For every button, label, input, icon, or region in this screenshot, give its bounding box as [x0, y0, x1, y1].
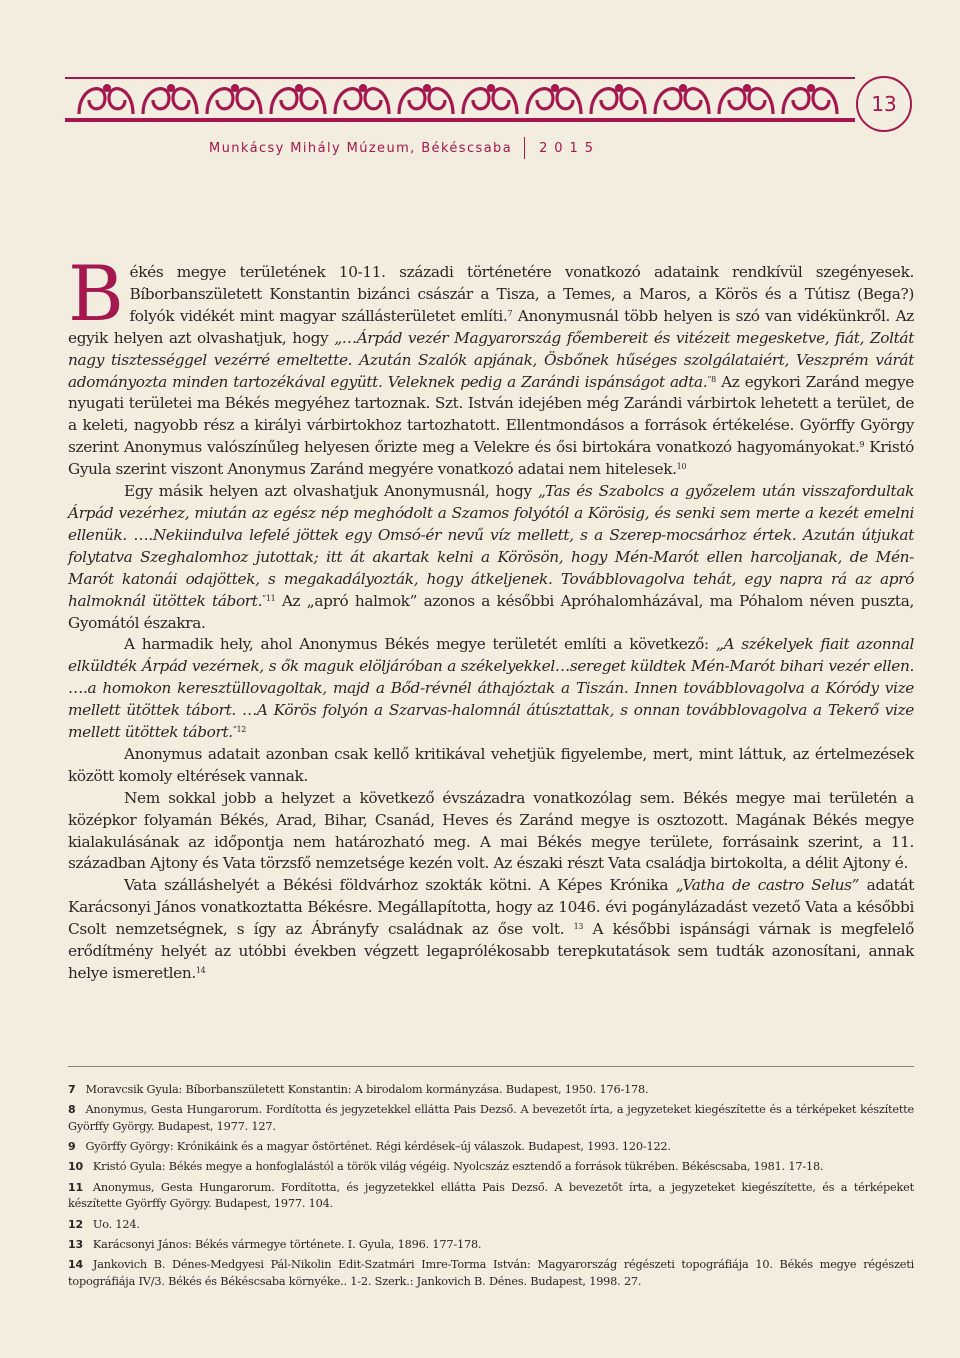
footnote-text: Uo. 124.: [92, 1217, 140, 1231]
text-run: A harmadik hely, ahol Anonymus Békés megye területét említi a következő:: [124, 635, 716, 654]
footnote-number: 12: [68, 1217, 83, 1231]
ornament-dot: [359, 84, 367, 92]
ornament-knot: [591, 89, 645, 114]
text-run: Anonymusnál több helyen is szó van vidékünkről. Az egyik helyen azt olvashatjuk, hogy: [68, 306, 914, 347]
footnote-text: Anonymus, Gesta Hungarorum. Fordította és jegyzetekkel ellátta Pais Dezső. A bevezetőt írta, a jegyzeteket kiegészítette és a térképeket készítette Györffy György. Budapest, 1977. 127.: [68, 1103, 914, 1133]
quotation: „Vatha de castro Selus”: [675, 876, 860, 895]
paragraph: [68, 249, 914, 481]
footnote-text: Anonymus, Gesta Hungarorum. Fordította, és jegyzetekkel ellátta Pais Dezső. A bevezetőt írta, a jegyzeteket kiegészítette, és a térképeket készítette Györffy György. Budapest, 1977. 104.: [68, 1180, 914, 1211]
ornament-dot: [807, 84, 815, 92]
text-run: Az „apró halmok” azonos a későbbi Apróhalomházával, ma Póhalom néven puszta, Gyomától északra.: [68, 591, 914, 632]
footnote: [68, 1082, 914, 1099]
ornament-dot: [551, 84, 559, 92]
article-body: [68, 249, 915, 985]
ornament-dot: [487, 84, 495, 92]
footnote-ref[interactable]: ”12: [232, 725, 247, 735]
ornament-knot: [207, 89, 261, 114]
ornament-dot: [231, 84, 239, 92]
publisher-name: Munkácsy Mihály Múzeum, Békéscsaba: [209, 140, 513, 156]
footnote-ref[interactable]: 9: [859, 440, 865, 450]
ornament-dot: [167, 84, 175, 92]
footnote: [68, 1159, 914, 1176]
footnote-number: 13: [68, 1237, 83, 1251]
footnote-ref[interactable]: 10: [676, 462, 687, 472]
masthead: [209, 137, 594, 159]
footnote-text: Györffy György: Krónikáink és a magyar őstörténet. Régi kérdések–új válaszok. Budapest, 1993. 120-122.: [85, 1140, 671, 1154]
footnote-divider: [68, 1066, 914, 1067]
paragraph: [68, 875, 914, 985]
ornament-knot: [783, 89, 837, 114]
footnote-number: 7: [68, 1083, 76, 1096]
footnote-text: Karácsonyi János: Békés vármegye története. I. Gyula, 1896. 177-178.: [92, 1237, 482, 1251]
paragraph: [68, 634, 914, 744]
footnote-number: 8: [68, 1103, 76, 1117]
decorative-header-ornament: [65, 68, 855, 128]
publication-year: 2 0 1 5: [539, 140, 595, 156]
footnote: [68, 1217, 914, 1234]
drop-cap: B: [68, 249, 124, 338]
ornament-knot: [527, 89, 581, 114]
ornament-dot: [103, 84, 111, 92]
footnote-ref[interactable]: 13: [573, 922, 584, 932]
quotation: „A székelyek fiait azonnal elküldték Árpád vezérnek, s ők maguk elöljáróban a székelyekkel…sereget küldtek Mén-Marót bihari vezér ellen. ….a homokon keresztüllovagoltak, majd a Bőd-révnél áthajóztak a Tiszán. Innen továbblovagolva a Kóródy vize mellett ütöttek tábort. …A Körös folyón a Szarvas-halomnál átúsztattak, s onnan továbblovagolva a Tekerő vize mellett ütöttek tábort.: [68, 635, 915, 742]
footnote-number: 11: [68, 1180, 83, 1194]
ornament-dot: [615, 84, 623, 92]
footnote-text: Kristó Gyula: Békés megye a honfoglalástól a török világ végéig. Nyolcszáz esztendő a források tükrében. Békéscsaba, 1981. 17-18.: [92, 1160, 824, 1174]
text-run: Az egykori Zaránd megye nyugati területei ma Békés megyéhez tartoznak. Szt. István idejében még Zarándi várbirtok lehetett a terület, de a keleti, nagyobb rész a királyi várbirtokhoz tartozhatott. Ellentmondásos a források értékelése. Györffy György szerint Anonymus valószínűleg helyesen őrizte meg a Velekre és ősi birtokára vonatkozó hagyományokat.: [68, 372, 914, 457]
text-run: Kristó Gyula szerint viszont Anonymus Zaránd megyére vonatkozó adatai nem hitelesek.: [68, 438, 914, 479]
footnotes: [68, 1082, 914, 1294]
ornament-knot: [719, 89, 773, 114]
quotation: „Tas és Szabolcs a győzelem után visszafordultak Árpád vezérhez, miután az egész nép meghódolt a Szamos folyótól a Körösig, és senki sem merte a kezét emelni ellenük. ….Nekiindulva lefelé jöttek egy Omsó-ér nevű víz mellett, s a Szerep-mocsárhoz értek. Azután útjukat folytatva Szeghalomhoz jutottak; itt át akartak kelni a Körösön, hogy Mén-Marót ellen harcoljanak, de Mén-Marót katonái odajöttek, s megakadályozták, hogy átkeljenek. Továbblovagolva tehát, egy napra rá az apró halmoknál ütöttek tábort.: [68, 482, 915, 610]
ornament-knot: [335, 89, 389, 114]
footnote-ref[interactable]: ”8: [707, 374, 716, 384]
ornament-dot: [295, 84, 303, 92]
footnote-number: 14: [68, 1257, 83, 1271]
text-run: adatát Karácsonyi János vonatkoztatta Békésre. Megállapította, hogy az 1046. évi pogánylázadást vezető Vata a későbbi Csolt nemzetségnek, s így az Ábrányfy családnak az őse volt.: [68, 876, 915, 939]
masthead-divider: [524, 137, 525, 159]
footnote-text: Jankovich B. Dénes-Medgyesi Pál-Nikolin Edit-Szatmári Imre-Torma István: Magyarország régészeti topográfiája 10. Békés megye régészeti topográfiája IV/3. Békés és Békéscsaba környéke.. 1-2. Szerk.: Jankovich B. Dénes. Budapest, 1998. 27.: [68, 1257, 914, 1288]
text-run: Egy másik helyen azt olvashatjuk Anonymusnál, hogy: [124, 482, 538, 501]
footnote-number: 10: [68, 1160, 83, 1174]
paragraph: Nem sokkal jobb a helyzet a következő évszázadra vonatkozólag sem. Békés megye mai területén a középkor folyamán Békés, Arad, Bihar, Csanád, Heves és Zaránd megye is osztozott. Magának Békés megye kialakulásának az időpontja nem határozható meg. A mai Békés megye területe, forrásaink szerint, a 11. században Ajtony és Vata törzsfő nemzetsége kezén volt. Az északi részt Vata családja birtokolta, a délit Ajtony é.: [68, 788, 914, 873]
footnote-ref[interactable]: 14: [195, 966, 206, 975]
ornament-knot: [655, 89, 709, 114]
footnote: [68, 1139, 914, 1156]
paragraph: Anonymus adatait azonban csak kellő kritikával vehetjük figyelembe, mert, mint láttuk, az értelmezések között komoly eltérések vannak.: [68, 744, 914, 785]
ornament-dot: [743, 84, 751, 92]
ornament-knot: [463, 89, 517, 114]
quotation: „…Árpád vezér Magyarország főembereit és vitézeit megesketve, fiát, Zoltát nagy tisztességgel vezérré emeltette. Azután Szalók apjának, Ösbőnek hűséges szolgálataiért, Veszprém várát adományozta minden tartozékával együtt. Veleknek pedig a Zarándi ispánságot adta.: [68, 328, 914, 391]
text-run: A későbbi ispánsági várnak is megfelelő erődítmény helyét az utóbbi években végzett legaprólékosabb terepkutatások sem tudták azonosítani, annak helye ismeretlen.: [68, 920, 914, 982]
footnote: [68, 1237, 914, 1254]
ornament-dot: [679, 84, 687, 92]
page-number: 13: [856, 76, 912, 132]
footnote-number: 9: [68, 1140, 76, 1154]
ornament-knot: [399, 89, 453, 114]
ornament-knot: [143, 89, 197, 114]
ornament-dot: [423, 84, 431, 92]
footnote: [68, 1180, 914, 1214]
footnote-text: Moravcsik Gyula: Bíborbanszületett Konstantin: A birodalom kormányzása. Budapest, 1950. 176-178.: [85, 1083, 649, 1096]
footnote-ref[interactable]: 7: [507, 308, 513, 318]
footnote-ref[interactable]: ”11: [262, 593, 276, 603]
footnote: [68, 1257, 914, 1291]
ornament-knot: [271, 89, 325, 114]
paragraph: [68, 481, 914, 634]
text-run: ékés megye területének 10-11. századi történetére vonatkozó adataink rendkívül szegényesek. Bíborbanszületett Konstantin bizánci császár a Tisza, a Temes, a Maros, a Körös és a Tútisz (Bega?) folyók vidékét mint magyar szállásterületet említi.: [129, 263, 914, 325]
footnote: [68, 1102, 914, 1136]
ornament-knot: [79, 89, 133, 114]
text-run: Vata szálláshelyét a Békési földvárhoz szokták kötni. A Képes Krónika: [124, 876, 676, 895]
